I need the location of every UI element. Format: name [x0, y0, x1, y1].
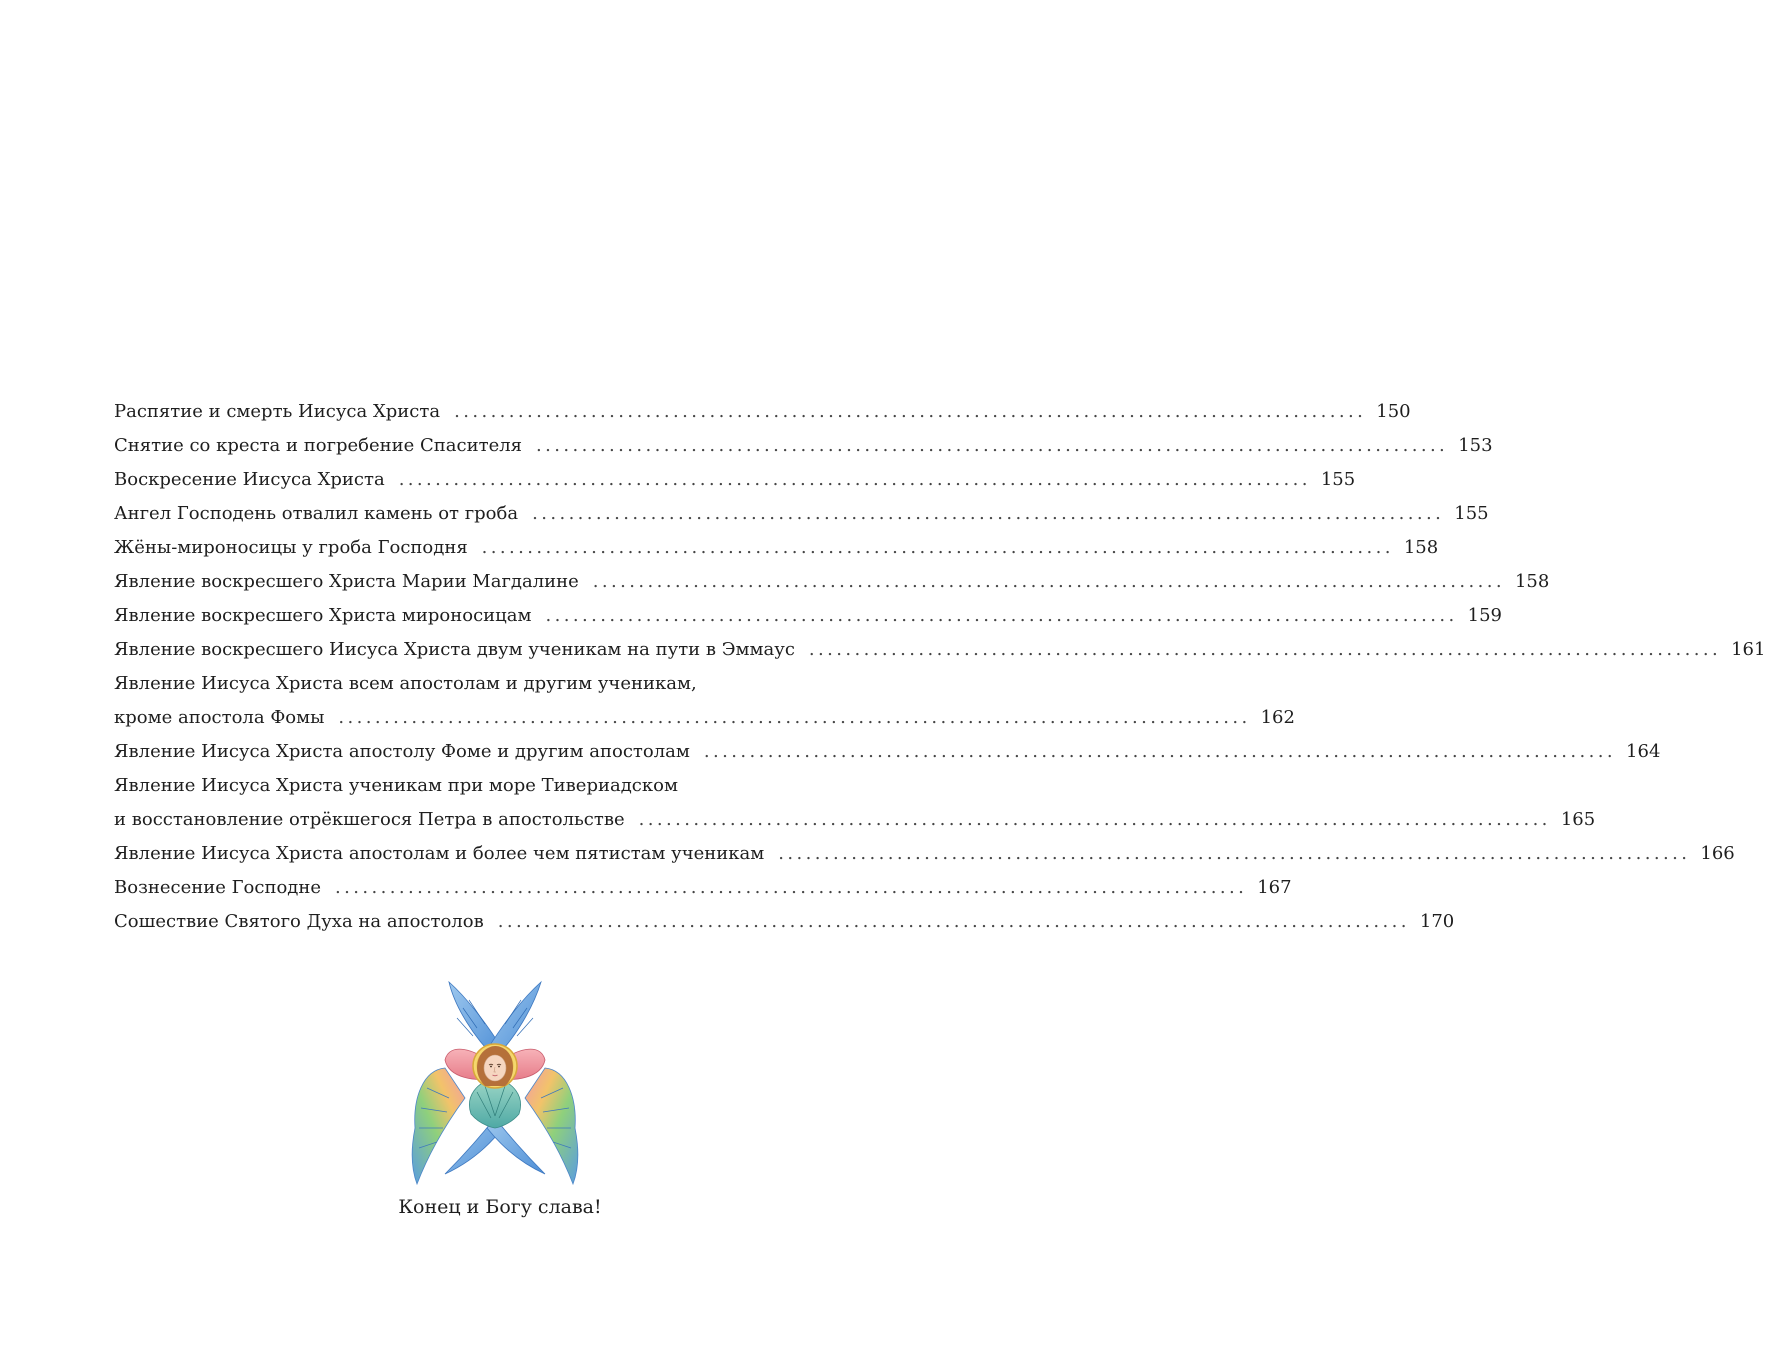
toc-leader-dots: ....................................................................................................	[536, 435, 1449, 456]
toc-entry-title: Сошествие Святого Духа на апостолов	[114, 911, 484, 932]
toc-leader-dots: ....................................................................................................	[497, 911, 1410, 932]
toc-entry-title: кроме апостола Фомы	[114, 707, 325, 728]
toc-entry-title: Воскресение Иисуса Христа	[114, 469, 385, 490]
toc-entry-title-line1[interactable]: Явление Иисуса Христа всем апостолам и другим ученикам,	[114, 673, 697, 694]
toc-entry[interactable]	[114, 463, 1356, 497]
toc-entry-page: 155	[1454, 503, 1489, 524]
toc-entry-page: 153	[1458, 435, 1493, 456]
toc-entry-page: 162	[1260, 707, 1295, 728]
toc-entry[interactable]	[114, 633, 1765, 667]
seraph-angel-icon	[405, 978, 585, 1186]
toc-leader-dots: ....................................................................................................	[703, 741, 1617, 762]
toc-entry-title: Явление воскресшего Христа мироносицам	[114, 605, 532, 626]
toc-entry[interactable]	[114, 531, 1439, 565]
toc-entry-page: 159	[1467, 605, 1502, 626]
toc-entry[interactable]	[114, 803, 1596, 837]
toc-leader-dots: ....................................................................................................	[335, 877, 1248, 898]
toc-entry-title: Явление Иисуса Христа апостолу Фоме и другим апостолам	[114, 741, 690, 762]
toc-leader-dots: ....................................................................................................	[638, 809, 1551, 830]
toc-entry-title: Снятие со креста и погребение Спасителя	[114, 435, 523, 456]
toc-entry-title: Явление Иисуса Христа апостолам и более чем пятистам ученикам	[114, 843, 765, 864]
toc-entry-page: 164	[1626, 741, 1661, 762]
toc-leader-dots: ....................................................................................................	[398, 469, 1311, 490]
toc-entry[interactable]	[114, 871, 1292, 905]
toc-entry-page: 165	[1560, 809, 1596, 830]
toc-leader-dots: ....................................................................................................	[592, 571, 1505, 592]
toc-entry-page: 155	[1320, 469, 1356, 490]
toc-entry-page: 158	[1514, 571, 1550, 592]
toc-entry-page: 150	[1376, 401, 1411, 422]
toc-entry[interactable]	[114, 599, 1502, 633]
toc-entry-title: Жёны-мироносицы у гроба Господня	[114, 537, 468, 558]
toc-entry[interactable]	[114, 905, 1455, 939]
toc-entry-page: 170	[1419, 911, 1455, 932]
toc-leader-dots: ....................................................................................................	[545, 605, 1458, 626]
toc-entry[interactable]	[114, 429, 1493, 463]
toc-entry-title: Ангел Господень отвалил камень от гроба	[114, 503, 519, 524]
toc-entry-page: 167	[1257, 877, 1292, 898]
toc-leader-dots: ....................................................................................................	[338, 707, 1251, 728]
closing-text: Конец и Богу слава!	[398, 1196, 602, 1218]
toc-entry-page: 158	[1403, 537, 1439, 558]
toc-leader-dots: ....................................................................................................	[481, 537, 1394, 558]
toc-leader-dots: ....................................................................................................	[454, 401, 1367, 422]
toc-entry[interactable]	[114, 395, 1411, 429]
toc-entry-title: Явление воскресшего Христа Марии Магдалине	[114, 571, 579, 592]
toc-entry[interactable]	[114, 735, 1661, 769]
toc-entry-page: 161	[1731, 639, 1765, 660]
toc-leader-dots: ....................................................................................................	[778, 843, 1691, 864]
toc-entry[interactable]	[114, 837, 1735, 871]
toc-leader-dots: ....................................................................................................	[808, 639, 1722, 660]
toc-entry[interactable]	[114, 701, 1295, 735]
toc-entry-title-line1[interactable]: Явление Иисуса Христа ученикам при море Тивериадском	[114, 775, 678, 796]
toc-entry-title: Вознесение Господне	[114, 877, 322, 898]
toc-entry[interactable]	[114, 497, 1489, 531]
toc-entry[interactable]	[114, 565, 1550, 599]
toc-leader-dots: ....................................................................................................	[532, 503, 1445, 524]
toc-entry-title: и восстановление отрёкшегося Петра в апостольстве	[114, 809, 625, 830]
toc-entry-page: 166	[1700, 843, 1735, 864]
table-of-contents	[114, 395, 1765, 939]
toc-entry-title: Распятие и смерть Иисуса Христа	[114, 401, 441, 422]
toc-entry-title: Явление воскресшего Иисуса Христа двум ученикам на пути в Эммаус	[114, 639, 795, 660]
